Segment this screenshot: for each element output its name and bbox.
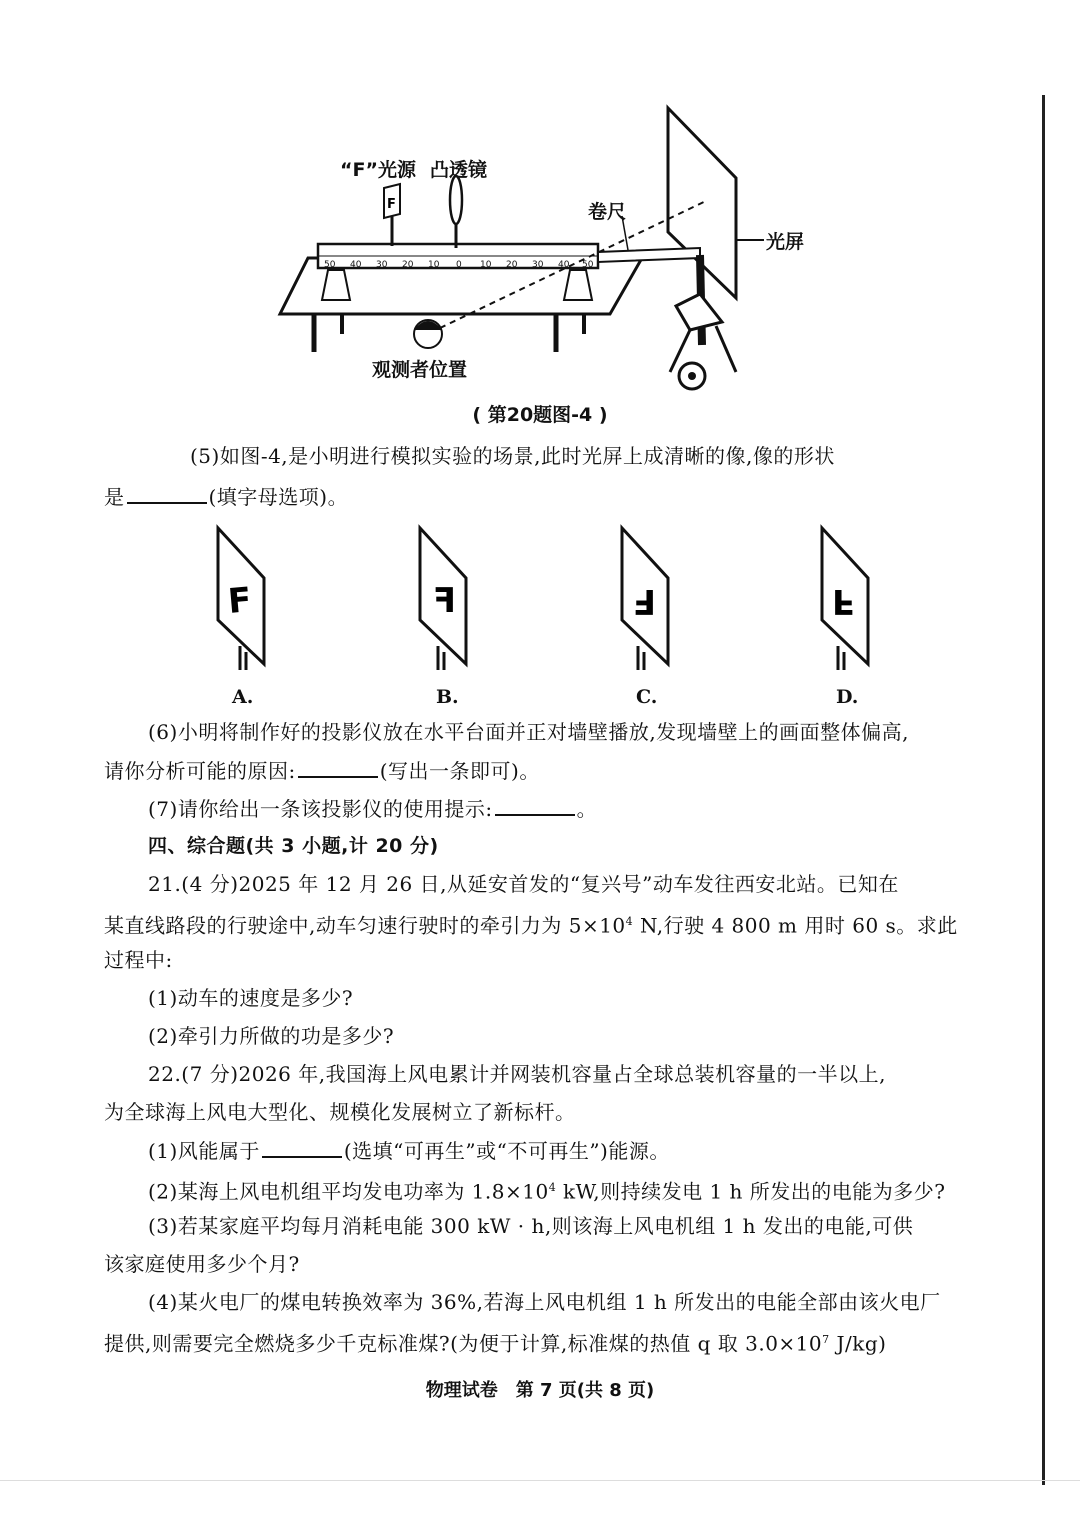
option-d-label[interactable]: D. bbox=[836, 686, 859, 708]
svg-text:F: F bbox=[387, 197, 396, 212]
option-c-sign bbox=[622, 528, 668, 670]
svg-text:20: 20 bbox=[506, 260, 518, 270]
svg-text:10: 10 bbox=[480, 260, 492, 270]
q6-line1: (6)小明将制作好的投影仪放在水平台面并正对墙壁播放,发现墙壁上的画面整体偏高, bbox=[148, 720, 910, 744]
q22-sub4-line2: 提供,则需要完全燃烧多少千克标准煤?(为便于计算,标准煤的热值 q 取 $3.0\times 10^7$ J/kg) bbox=[104, 1331, 887, 1356]
q7-line bbox=[148, 794, 597, 823]
svg-text:10: 10 bbox=[428, 260, 440, 270]
q21-sub2: (2)牵引力所做的功是多少? bbox=[148, 1024, 395, 1048]
q22-sub3-line2: 该家庭使用多少个月? bbox=[104, 1252, 300, 1276]
q22-line1: 22.(7 分)2026 年,我国海上风电累计并网装机容量占全球总装机容量的一半以上, bbox=[148, 1062, 886, 1086]
q22-sub1: (1)风能属于 (选填“可再生”或“不可再生”)能源。 bbox=[148, 1136, 670, 1165]
option-a-sign bbox=[218, 528, 264, 670]
svg-text:F: F bbox=[432, 581, 456, 621]
option-b-label[interactable]: B. bbox=[436, 686, 459, 708]
svg-text:F: F bbox=[632, 581, 656, 621]
svg-text:40: 40 bbox=[350, 260, 362, 270]
q22-sub2: (2)某海上风电机组平均发电功率为 $1.8\times 10^4$ kW,则持续发电 1 h 所发出的电能为多少? bbox=[148, 1179, 946, 1204]
q5-line2 bbox=[104, 482, 348, 511]
page-bottom-edge bbox=[0, 1480, 1080, 1481]
answer-blank-q5[interactable] bbox=[127, 482, 207, 504]
option-signs bbox=[0, 520, 1080, 690]
svg-text:50: 50 bbox=[582, 260, 594, 270]
q5-pre: 是 bbox=[104, 485, 125, 509]
convex-lens bbox=[450, 176, 462, 224]
label-screen: 光屏 bbox=[766, 231, 805, 253]
section-heading: 四、综合题(共 3 小题,计 20 分) bbox=[148, 835, 439, 857]
svg-text:50: 50 bbox=[324, 260, 336, 270]
q22-sub4-line1: (4)某火电厂的煤电转换效率为 36%,若海上风电机组 1 h 所发出的电能全部由该火电厂 bbox=[148, 1290, 941, 1314]
q22-line2: 为全球海上风电大型化、规模化发展树立了新标杆。 bbox=[104, 1100, 576, 1124]
svg-text:30: 30 bbox=[376, 260, 388, 270]
q5-line1: (5)如图-4,是小明进行模拟实验的场景,此时光屏上成清晰的像,像的形状 bbox=[190, 444, 835, 468]
q6-post: (写出一条即可)。 bbox=[379, 759, 540, 783]
q7-pre: (7)请你给出一条该投影仪的使用提示: bbox=[148, 797, 493, 821]
svg-text:20: 20 bbox=[402, 260, 414, 270]
page-footer: 物理试卷 第 7 页(共 8 页) bbox=[425, 1380, 655, 1401]
q7-post: 。 bbox=[576, 797, 598, 821]
svg-text:40: 40 bbox=[558, 260, 570, 270]
q6-pre: 请你分析可能的原因: bbox=[104, 759, 296, 783]
option-a-label[interactable]: A. bbox=[232, 686, 254, 708]
q21-line1: 21.(4 分)2025 年 12 月 26 日,从延安首发的“复兴号”动车发往西安北站。已知在 bbox=[148, 872, 899, 896]
answer-blank-q6[interactable] bbox=[298, 756, 378, 778]
label-lens: 凸透镜 bbox=[430, 159, 488, 181]
q5-post: (填字母选项)。 bbox=[208, 485, 349, 509]
tape-measure bbox=[598, 248, 700, 262]
answer-blank-q22[interactable] bbox=[262, 1136, 342, 1158]
q21-line2: 某直线路段的行驶途中,动车匀速行驶时的牵引力为 $5\times 10^4$ N,行驶 4 800 m 用时 60 s。求此 bbox=[104, 913, 958, 938]
option-b-sign bbox=[420, 528, 466, 670]
label-observer: 观测者位置 bbox=[372, 359, 468, 381]
answer-blank-q7[interactable] bbox=[495, 794, 575, 816]
figure-caption: ( 第20题图-4 ) bbox=[472, 404, 608, 426]
experiment-figure bbox=[0, 0, 1080, 400]
q6-line2 bbox=[104, 756, 540, 785]
q21-line3: 过程中: bbox=[104, 948, 173, 972]
q22-sub3-line1: (3)若某家庭平均每月消耗电能 300 kW · h,则该海上风电机组 1 h 发出的电能,可供 bbox=[148, 1214, 914, 1238]
option-c-label[interactable]: C. bbox=[636, 686, 658, 708]
svg-text:30: 30 bbox=[532, 260, 544, 270]
label-tape: 卷尺 bbox=[588, 201, 627, 223]
option-d-sign bbox=[822, 528, 868, 670]
svg-text:F: F bbox=[226, 580, 254, 622]
label-light-source: “F”光源 bbox=[340, 159, 416, 181]
q21-sub1: (1)动车的速度是多少? bbox=[148, 986, 354, 1010]
svg-text:0: 0 bbox=[456, 260, 462, 270]
svg-text:F: F bbox=[832, 581, 856, 621]
